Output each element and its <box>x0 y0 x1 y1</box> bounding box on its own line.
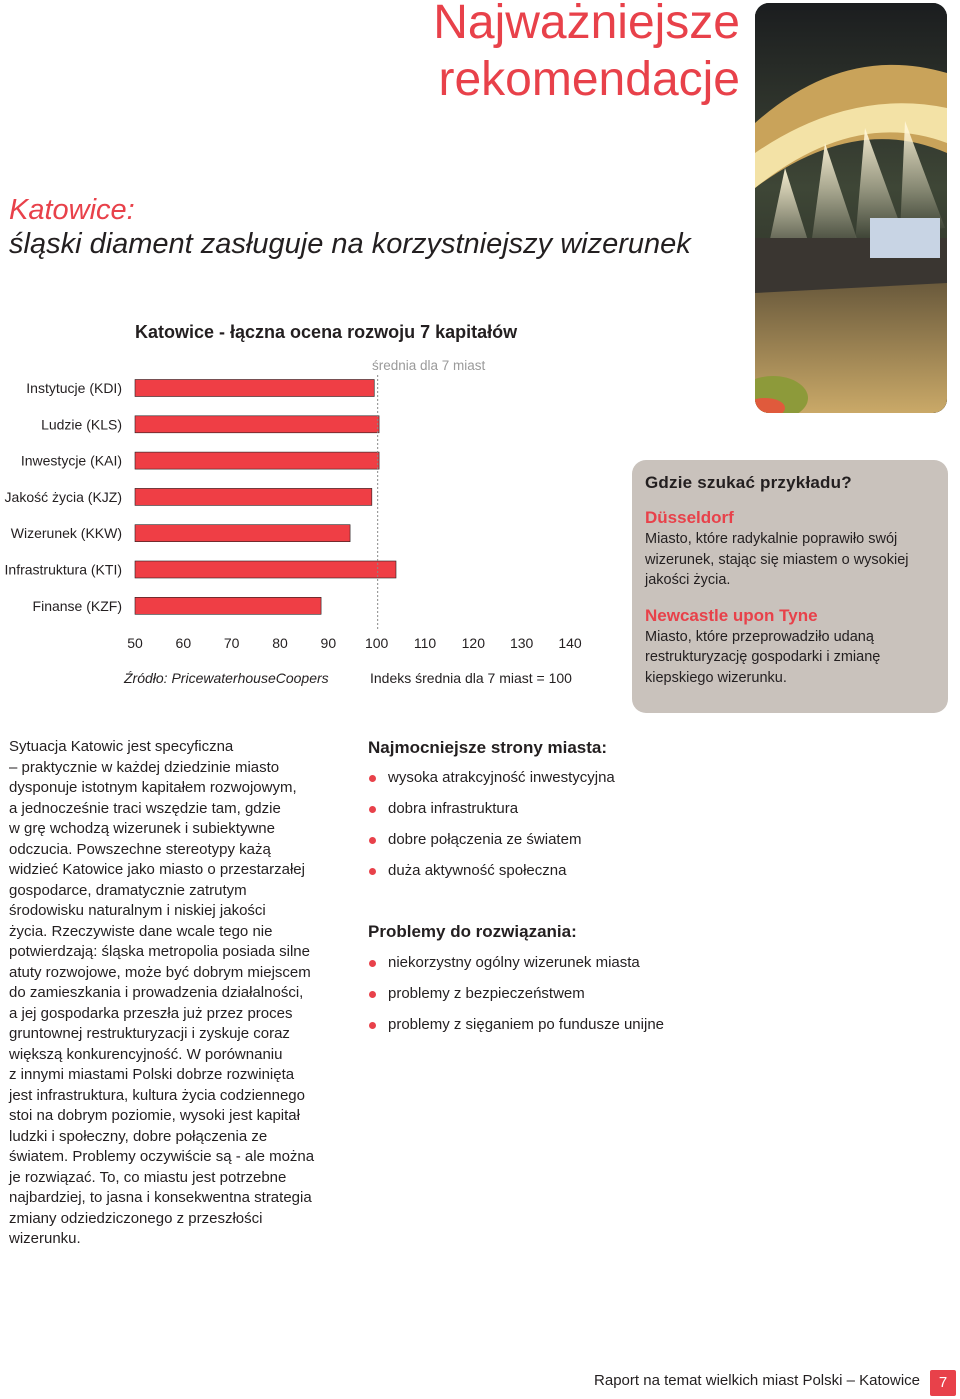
problems-list <box>368 953 908 1046</box>
reference-label: średnia dla 7 miast <box>372 358 486 373</box>
footer-report-title: Raport na temat wielkich miast Polski – Katowice <box>594 1372 920 1389</box>
chart-category-label: Infrastruktura (KTI) <box>4 561 122 578</box>
list-item <box>368 1015 908 1046</box>
list-item-text: duża aktywność społeczna <box>388 862 567 879</box>
example-description-2: Miasto, które przeprowadziło udaną restrukturyzację gospodarki i zmianę kiepskiego wizerunku. <box>645 628 881 686</box>
chart-index-note: Indeks średnia dla 7 miast = 100 <box>370 670 572 686</box>
chart-tick-label: 80 <box>272 635 288 651</box>
stadium-illustration <box>755 3 947 413</box>
bullet-icon <box>369 991 376 998</box>
chart-category-label: Inwestycje (KAI) <box>20 452 122 469</box>
chart-category-labels <box>5 380 122 614</box>
example-city-2: Newcastle upon Tyne <box>645 605 818 625</box>
page-title-line2: rekomendacje <box>438 53 740 106</box>
bullet-icon <box>369 868 376 875</box>
list-item-text: problemy z bezpieczeństwem <box>388 985 585 1002</box>
bullet-icon <box>369 960 376 967</box>
list-item-text: niekorzystny ogólny wizerunek miasta <box>388 954 640 971</box>
chart-tick-label: 130 <box>509 635 534 651</box>
section-title-line1: Katowice: <box>9 194 135 226</box>
bar-chart <box>0 350 600 695</box>
chart-tick-label: 140 <box>558 635 582 651</box>
chart-bar <box>135 452 379 469</box>
bullet-icon <box>369 806 376 813</box>
chart-bar <box>135 416 379 433</box>
chart-tick-label: 120 <box>461 635 486 651</box>
chart-category-label: Finanse (KZF) <box>32 597 122 614</box>
bullet-icon <box>369 837 376 844</box>
page-number: 7 <box>930 1370 956 1396</box>
list-item-text: problemy z sięganiem po fundusze unijne <box>388 1016 664 1033</box>
list-item <box>368 830 908 861</box>
list-item <box>368 799 908 830</box>
chart-category-label: Jakość życia (KJZ) <box>4 488 122 505</box>
chart-tick-label: 60 <box>175 635 192 651</box>
strengths-heading: Najmocniejsze strony miasta: <box>368 738 608 757</box>
chart-category-label: Instytucje (KDI) <box>26 380 122 396</box>
chart-tick-label: 70 <box>223 635 240 651</box>
list-item <box>368 953 908 984</box>
chart-bar <box>135 380 374 397</box>
list-item <box>368 861 908 892</box>
stadium-photo <box>755 3 947 413</box>
chart-category-label: Ludzie (KLS) <box>41 416 122 433</box>
strengths-list <box>368 768 908 892</box>
list-item-text: wysoka atrakcyjność inwestycyjna <box>388 769 615 786</box>
chart-tick-label: 110 <box>413 635 437 651</box>
chart-bars <box>135 380 396 615</box>
chart-title: Katowice - łączna ocena rozwoju 7 kapitałów <box>135 322 518 342</box>
section-title-line2: śląski diament zasługuje na korzystniejszy wizerunek <box>9 228 691 260</box>
chart-tick-labels <box>127 635 582 651</box>
problems-heading: Problemy do rozwiązania: <box>368 922 577 941</box>
chart-tick-label: 50 <box>127 635 143 651</box>
list-item-text: dobre połączenia ze światem <box>388 831 582 848</box>
section-title <box>9 193 749 261</box>
chart-bar <box>135 488 372 505</box>
example-description-1: Miasto, które radykalnie poprawiło swój wizerunek, stając się miastem o wysokiej jakości życia. <box>645 531 909 588</box>
chart-tick-label: 90 <box>320 635 337 651</box>
chart-bar <box>135 525 350 542</box>
list-item <box>368 984 908 1015</box>
bullet-icon <box>369 775 376 782</box>
chart-tick-label: 100 <box>364 635 389 651</box>
page-title <box>380 0 740 108</box>
body-paragraph: Sytuacja Katowic jest specyficzna – praktycznie w każdej dziedzinie miasto dysponuje istotnym kapitałem rozwojowym, a jednocześnie traci wszędzie tam, gdzie w grę wchodzą wizerunek i subiektywne odczucia. Powszechne stereotypy każą widzieć Katowice jako miasto o przestarzałej gospodarce, dramatycznie zatrutym środowisku naturalnym i niskiej jakości życia. Rzeczywiste dane wcale tego nie potwierdzają: śląska metropolia posiada silne atuty rozwojowe, może być dobrym miejscem do zamieszkania i prowadzenia działalności, a jej gospodarka przeszła już przez proces gruntownej restrukturyzacji i zyskuje coraz większą konkurencyjność. W porównaniu z innymi miastami Polski dobrze rozwinięta jest infrastruktura, kultura życia codziennego stoi na dobrym poziomie, wysoki jest kapitał ludzki i społeczny, dobre połączenia ze światem. Problemy oczywiście są - ale można je rozwiązać. To, co miastu jest potrzebne najbardziej, to jasna i konsekwentna strategia zmiany odziedziczonego z przeszłości wizerunku. <box>9 738 315 1247</box>
examples-box <box>632 460 948 713</box>
chart-category-label: Wizerunek (KKW) <box>10 525 122 542</box>
list-item <box>368 768 908 799</box>
bullet-icon <box>369 1022 376 1029</box>
chart-bar <box>135 561 396 578</box>
chart-source: Źródło: PricewaterhouseCoopers <box>124 670 329 686</box>
examples-question: Gdzie szukać przykładu? <box>645 473 852 492</box>
chart-bar <box>135 597 321 614</box>
page-title-line1: Najważniejsze <box>433 0 740 49</box>
list-item-text: dobra infrastruktura <box>388 800 519 817</box>
example-city-1: Düsseldorf <box>645 508 734 527</box>
